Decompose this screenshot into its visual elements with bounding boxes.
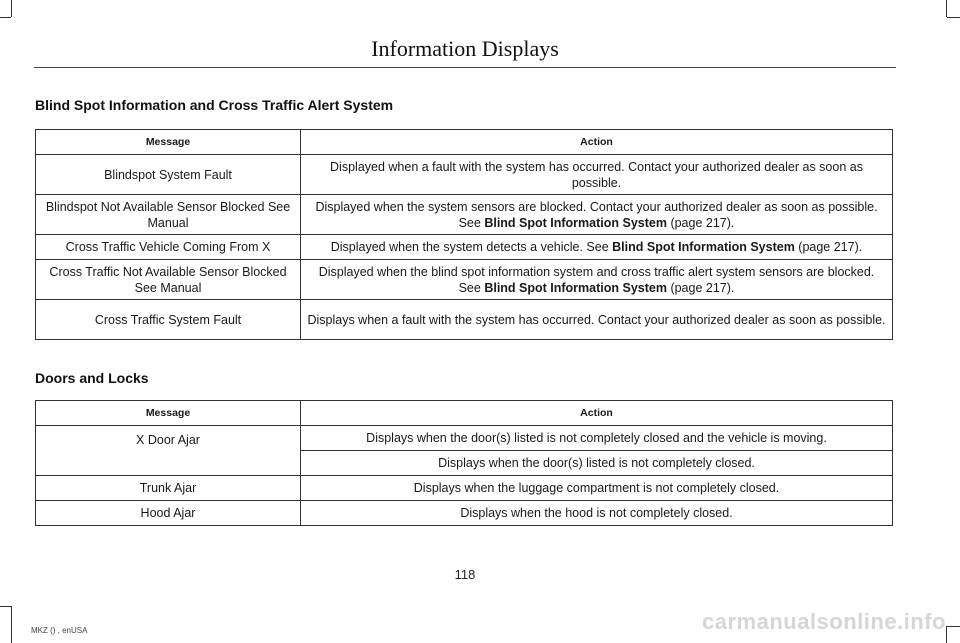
message-cell: Cross Traffic Vehicle Coming From X xyxy=(36,235,301,260)
action-text: Displayed when the system detects a vehicle. See xyxy=(330,240,613,254)
message-column-header: Message xyxy=(36,130,301,155)
action-cell xyxy=(301,195,893,235)
crop-mark xyxy=(947,626,960,627)
action-text: Displayed when the system sensors are blocked. Contact your authorized dealer as soon as possible. See xyxy=(315,199,878,230)
message-cell: Cross Traffic Not Available Sensor Blocked See Manual xyxy=(36,260,301,300)
message-column-header: Message xyxy=(36,401,301,426)
action-cell: Displays when the luggage compartment is not completely closed. xyxy=(301,476,893,501)
crop-mark xyxy=(0,17,11,18)
action-cell xyxy=(301,300,893,340)
watermark: carmanualsonline.info xyxy=(702,609,946,634)
page-reference: (page 217). xyxy=(666,280,735,295)
section-heading-blind-spot: Blind Spot Information and Cross Traffic Alert System xyxy=(35,97,394,113)
action-column-header: Action xyxy=(301,130,893,155)
crop-mark xyxy=(946,626,947,643)
crop-mark xyxy=(11,0,12,17)
table-row xyxy=(36,155,893,195)
crop-mark xyxy=(946,0,947,17)
action-cell: Displays when the door(s) listed is not completely closed and the vehicle is moving. xyxy=(301,426,893,451)
message-cell: Blindspot Not Available Sensor Blocked See Manual xyxy=(36,195,301,235)
action-cell xyxy=(301,155,893,195)
cross-reference-link[interactable]: Blind Spot Information System xyxy=(484,280,667,295)
action-cell: Displays when the hood is not completely closed. xyxy=(301,501,893,526)
page-reference: (page 217). xyxy=(666,215,735,230)
action-text: Displays when a fault with the system has occurred. Contact your authorized dealer as soon as possible. xyxy=(307,312,886,327)
action-text: Displayed when the blind spot information system and cross traffic alert system sensors are blocked. See xyxy=(318,264,875,295)
page-number: 118 xyxy=(454,567,476,582)
table-row xyxy=(36,260,893,300)
message-cell: Cross Traffic System Fault xyxy=(36,300,301,340)
message-cell: X Door Ajar xyxy=(36,426,301,476)
action-text: Displayed when a fault with the system has occurred. Contact your authorized dealer as soon as possible. xyxy=(330,159,863,190)
table-row xyxy=(36,235,893,260)
document-code: MKZ () , enUSA xyxy=(31,626,88,635)
table-row xyxy=(36,426,893,451)
action-column-header: Action xyxy=(301,401,893,426)
blind-spot-table xyxy=(35,129,893,340)
table-header-row xyxy=(36,401,893,426)
action-cell xyxy=(301,260,893,300)
crop-mark xyxy=(947,17,960,18)
cross-reference-link[interactable]: Blind Spot Information System xyxy=(484,215,667,230)
message-cell: Blindspot System Fault xyxy=(36,155,301,195)
crop-mark xyxy=(0,606,11,607)
table-header-row xyxy=(36,130,893,155)
table-row xyxy=(36,476,893,501)
table-row xyxy=(36,195,893,235)
header-rule xyxy=(34,67,896,68)
page-reference: (page 217). xyxy=(794,240,863,254)
table-row xyxy=(36,300,893,340)
message-cell: Hood Ajar xyxy=(36,501,301,526)
page-title: Information Displays xyxy=(371,36,559,61)
action-cell: Displays when the door(s) listed is not completely closed. xyxy=(301,451,893,476)
cross-reference-link[interactable]: Blind Spot Information System xyxy=(612,240,795,254)
table-row xyxy=(36,501,893,526)
section-heading-doors-and-locks: Doors and Locks xyxy=(35,370,149,386)
message-cell: Trunk Ajar xyxy=(36,476,301,501)
doors-table xyxy=(35,400,893,526)
action-cell xyxy=(301,235,893,260)
crop-mark xyxy=(11,606,12,643)
